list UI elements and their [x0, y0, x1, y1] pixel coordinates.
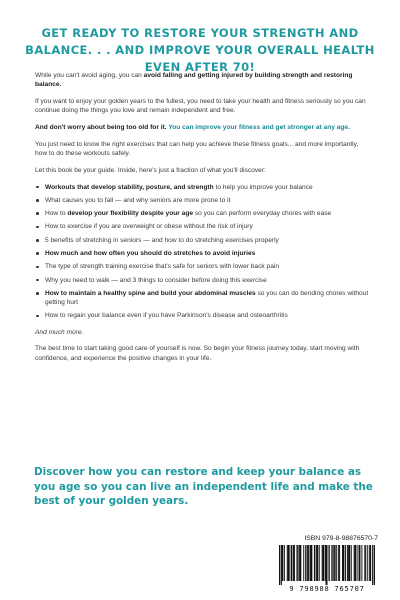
- barcode-bar: [310, 545, 311, 581]
- barcode-bar: [359, 545, 360, 581]
- barcode-bar: [311, 545, 312, 581]
- body-copy: [35, 71, 369, 370]
- benefit-bold-text: How to maintain a healthy spine and build your abdominal muscles: [45, 289, 256, 297]
- benefit-item: [35, 289, 369, 307]
- intro-paragraph-3: [35, 123, 369, 132]
- barcode-bar: [345, 545, 346, 581]
- benefit-item: [35, 311, 369, 320]
- benefit-rest-text: so you can perform everyday chores with ease: [193, 210, 332, 218]
- barcode-bar: [325, 545, 326, 581]
- barcode-bar: [291, 545, 292, 581]
- barcode-bar: [294, 545, 295, 581]
- headline: GET READY TO RESTORE YOUR STRENGTH AND BALANCE. . . AND IMPROVE YOUR OVERALL HEALTH EVEN AFTER 70!: [25, 26, 375, 74]
- barcode-bar: [361, 545, 362, 581]
- barcode-bar: [287, 545, 288, 581]
- barcode-bar: [367, 545, 368, 581]
- benefit-rest-text: so you can do bending chores without getting hurt: [45, 289, 369, 307]
- barcode-bar: [307, 545, 308, 581]
- barcode-bar: [289, 545, 290, 581]
- call-to-action: Discover how you can restore and keep your balance as you age so you can live an independent life and make the best of your golden years.: [34, 466, 373, 508]
- barcode-bar: [296, 545, 297, 581]
- benefit-lead-text: How to: [45, 210, 68, 218]
- barcode-bar: [293, 545, 294, 581]
- barcode-bar: [303, 545, 304, 581]
- intro-paragraph-2: If you want to enjoy your golden years to the fullest, you need to take your health and fitness seriously so you can continue doing the things you love and remain independent and free.: [35, 98, 366, 115]
- barcode-bar: [319, 545, 320, 581]
- barcode-bar: [336, 545, 337, 581]
- intro-p1-text: While you can't avoid aging, you can: [35, 72, 144, 79]
- intro-p3-bold: And don't worry about being too old for it.: [35, 124, 169, 131]
- barcode-bar: [370, 545, 371, 581]
- barcode-bar: [364, 545, 365, 581]
- benefit-item: [35, 276, 369, 285]
- benefit-lead-text: Why you need to walk — and 3 things to consider before doing this exercise: [45, 276, 267, 284]
- barcode-bar: [298, 545, 299, 581]
- barcode-bar: [328, 545, 329, 581]
- barcode-bar: [338, 545, 339, 581]
- intro-p3-highlight: You can improve your fitness and get stronger at any age.: [168, 124, 350, 131]
- intro-paragraph-5: Let this book be your guide. Inside, here's just a fraction of what you'll discover:: [35, 166, 266, 174]
- barcode-graphic: [277, 545, 377, 585]
- benefit-item: [35, 183, 369, 192]
- barcode-bar: [359, 545, 360, 581]
- barcode-bar: [334, 545, 335, 581]
- benefit-rest-text: to help you improve your balance: [213, 183, 313, 191]
- benefit-item: [35, 236, 369, 245]
- closing-paragraph: The best time to start taking good care of yourself is now. So begin your fitness journey today, start moving with confidence, and experience the positive changes in your life.: [35, 345, 360, 362]
- intro-paragraph-1: [35, 71, 369, 89]
- benefit-bold-text: develop your flexibility despite your age: [67, 210, 194, 218]
- barcode-bar: [327, 545, 328, 585]
- benefit-bold-text: Workouts that develop stability, posture, and strength: [45, 183, 214, 191]
- benefit-lead-text: What causes you to fall — and why seniors are more prone to it: [45, 196, 231, 204]
- isbn-label: ISBN 979-8-98876570-7: [304, 535, 378, 542]
- barcode-bar: [322, 545, 323, 581]
- barcode-bar: [339, 545, 340, 581]
- barcode-bar: [331, 545, 332, 581]
- barcode-bar: [279, 545, 280, 585]
- barcode-bar: [305, 545, 306, 581]
- barcode-bar: [351, 545, 352, 581]
- benefit-lead-text: The type of strength training exercise that's safe for seniors with lower back pain: [45, 263, 279, 271]
- barcode-bar: [347, 545, 348, 581]
- barcode-bar: [284, 545, 285, 581]
- barcode-bar: [348, 545, 349, 581]
- barcode-digits: 9 798988 765707: [277, 585, 377, 593]
- barcode-bar: [317, 545, 318, 581]
- barcode-bar: [374, 545, 375, 585]
- benefit-lead-text: How to exercise if you are overweight or obese without the risk of injury: [45, 223, 253, 231]
- barcode-bar: [314, 545, 315, 581]
- and-more-text: And much more.: [35, 328, 84, 336]
- intro-paragraph-4: You just need to know the right exercises that can help you achieve these fitness goals... and more importantly, how to do these workouts safely.: [35, 140, 359, 157]
- barcode-bar: [281, 545, 282, 585]
- barcode-bar: [343, 545, 344, 581]
- barcode-bar: [282, 545, 283, 581]
- barcode-bar: [316, 545, 317, 581]
- barcode-bar: [333, 545, 334, 581]
- benefit-item: [35, 222, 369, 231]
- benefit-item: [35, 196, 369, 205]
- barcode-bar: [355, 545, 356, 581]
- barcode-bar: [357, 545, 358, 581]
- barcode-bar: [354, 545, 355, 581]
- intro-p1-bold: avoid falling and getting injured by building strength and restoring balance.: [35, 72, 353, 89]
- benefit-lead-text: How to regain your balance even if you have Parkinson's disease and osteoarthritis: [45, 312, 288, 320]
- benefit-bold-text: How much and how often you should do stretches to avoid injuries: [45, 250, 256, 258]
- barcode-bar: [372, 545, 373, 585]
- barcode-bar: [349, 545, 350, 581]
- benefits-list: [35, 183, 369, 321]
- barcode-bar: [308, 545, 309, 581]
- barcode-bar: [300, 545, 301, 581]
- benefit-lead-text: 5 benefits of stretching in seniors — and how to do stretching exercises properly: [45, 236, 279, 244]
- barcode-bar: [365, 545, 366, 581]
- benefit-item: [35, 249, 369, 258]
- barcode-bar: [342, 545, 343, 581]
- barcode-bar: [323, 545, 324, 581]
- benefit-item: [35, 209, 369, 218]
- benefit-item: [35, 262, 369, 271]
